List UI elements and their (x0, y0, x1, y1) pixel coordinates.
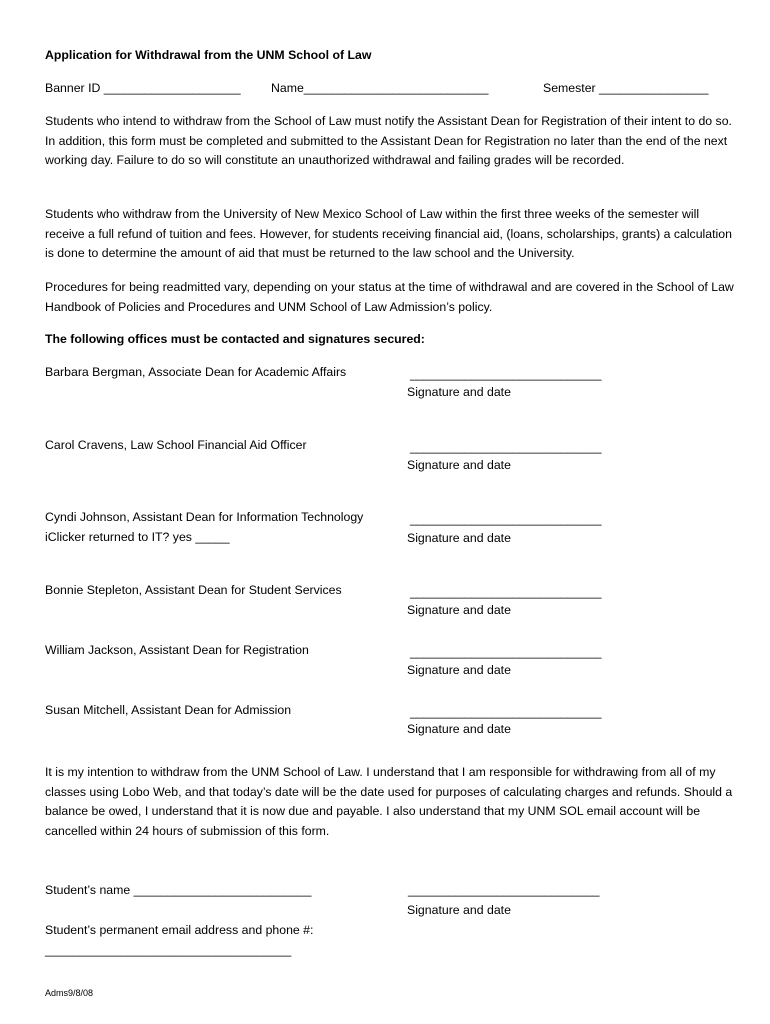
readmission-paragraph: Procedures for being readmitted vary, depending on your status at the time of withdrawal and are covered in the School of Law Handbook of Policies and Procedures and UNM School of Law Admission’s policy. (45, 280, 734, 314)
banner-id-field[interactable]: Banner ID ____________________ (45, 81, 241, 95)
signature-line[interactable]: ____________________________ (410, 705, 602, 719)
student-name-field[interactable]: Student’s name __________________________ (45, 883, 312, 897)
signatory-name: Bonnie Stepleton, Assistant Dean for Student Services (45, 583, 342, 597)
iclicker-returned-field[interactable]: iClicker returned to IT? yes _____ (45, 530, 230, 544)
student-signature-line[interactable]: ____________________________ (408, 883, 600, 897)
declaration-paragraph: It is my intention to withdraw from the UNM School of Law. I understand that I am responsible for withdrawing from all of my classes using Lobo Web, and that today’s date will be the date used for purposes of calculating charges and refunds. Should a balance be owed, I understand that it is now due and payable. I also understand that my UNM SOL email account will be cancelled within 24 hours of submission of this form. (45, 765, 733, 839)
signature-line[interactable]: ____________________________ (410, 645, 602, 659)
offices-heading: The following offices must be contacted and signatures secured: (45, 332, 425, 346)
signature-line[interactable]: ____________________________ (410, 585, 602, 599)
signatory-name: Carol Cravens, Law School Financial Aid Officer (45, 438, 307, 452)
signatory-name: Barbara Bergman, Associate Dean for Academic Affairs (45, 365, 347, 379)
signature-caption: Signature and date (407, 458, 511, 472)
signature-caption: Signature and date (407, 663, 511, 677)
signature-line[interactable]: ____________________________ (410, 440, 602, 454)
refund-paragraph: Students who withdraw from the University of New Mexico School of Law within the first three weeks of the semester will receive a full refund of tuition and fees. However, for students receiving financial aid, (loans, scholarships, grants) a calculation is done to determine the amount of aid that must be returned to the law school and the University. (45, 207, 732, 261)
form-title: Application for Withdrawal from the UNM School of Law (45, 48, 372, 62)
form-code: Adms9/8/08 (45, 988, 94, 998)
student-signature-caption: Signature and date (407, 903, 511, 917)
name-field[interactable]: Name___________________________ (271, 81, 489, 95)
student-contact-field[interactable]: ____________________________________ (45, 943, 292, 957)
semester-field[interactable]: Semester ________________ (543, 81, 709, 95)
intent-notice-paragraph: Students who intend to withdraw from the School of Law must notify the Assistant Dean for Registration of their intent to do so. In addition, this form must be completed and submitted to the Assistant Dean for Registration no later than the end of the next working day. Failure to do so will constitute an unauthorized withdrawal and failing grades will be recorded. (45, 114, 732, 168)
signatory-name: Cyndi Johnson, Assistant Dean for Information Technology (45, 510, 364, 524)
signatory-name: Susan Mitchell, Assistant Dean for Admission (45, 703, 292, 717)
signature-caption: Signature and date (407, 722, 511, 736)
signature-line[interactable]: ____________________________ (410, 512, 602, 526)
signature-caption: Signature and date (407, 603, 511, 617)
signature-caption: Signature and date (407, 531, 511, 545)
signature-line[interactable]: ____________________________ (410, 367, 602, 381)
signatory-name: William Jackson, Assistant Dean for Registration (45, 643, 309, 657)
student-contact-label: Student’s permanent email address and phone #: (45, 923, 314, 937)
signature-caption: Signature and date (407, 385, 511, 399)
